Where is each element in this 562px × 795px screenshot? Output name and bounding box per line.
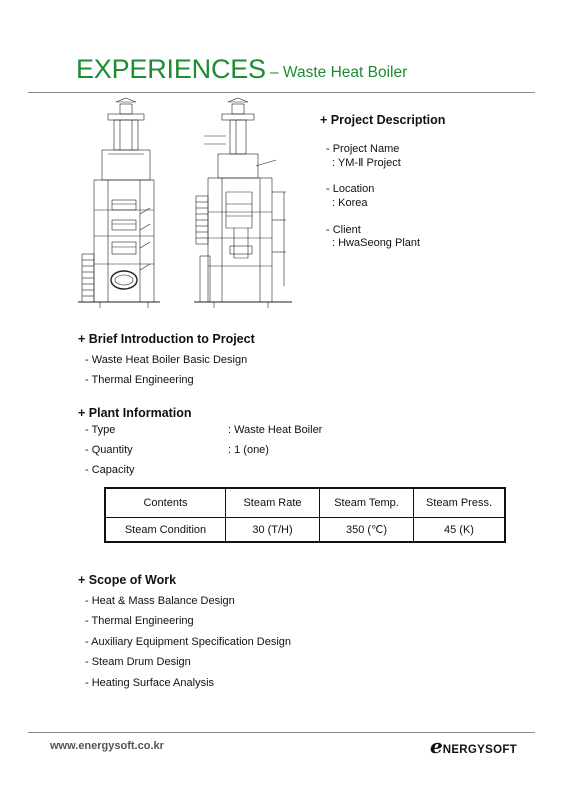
- logo-wordmark: NERGYSOFT: [442, 744, 517, 756]
- brief-intro-item: - Thermal Engineering: [85, 374, 194, 386]
- table-row: [106, 518, 504, 541]
- plant-capacity-label: - Capacity: [85, 464, 135, 476]
- capacity-table: [104, 487, 506, 543]
- client-label: - Client: [326, 224, 361, 236]
- table-header-cell: Steam Press.: [413, 489, 504, 517]
- client-value: : HwaSeong Plant: [332, 237, 421, 249]
- header-divider: [28, 92, 535, 93]
- table-header-cell: Steam Temp.: [319, 489, 413, 517]
- scope-item: - Heat & Mass Balance Design: [85, 595, 235, 607]
- table-header-row: [106, 489, 504, 517]
- scope-item: - Thermal Engineering: [85, 615, 194, 627]
- plant-info-heading: + Plant Information: [78, 406, 192, 420]
- table-cell: Steam Condition: [124, 523, 207, 536]
- plant-quantity-label: - Quantity: [85, 444, 133, 456]
- company-logo: [430, 734, 517, 758]
- project-name-value: : YM-Ⅱ Project: [332, 157, 401, 169]
- page-title: EXPERIENCES: [76, 54, 266, 84]
- boiler-elevation-drawing-icon: [78, 96, 300, 314]
- table-cell: 45 (K): [413, 518, 504, 541]
- brief-intro-heading: + Brief Introduction to Project: [78, 332, 255, 346]
- project-name-label: - Project Name: [326, 143, 400, 155]
- location-value: : Korea: [332, 197, 368, 209]
- brief-intro-item: - Waste Heat Boiler Basic Design: [85, 354, 248, 366]
- table-cell: 350 (℃): [319, 518, 413, 541]
- footer-website-link[interactable]: www.energysoft.co.kr: [50, 740, 164, 752]
- footer-divider: [28, 732, 535, 733]
- location-label: - Location: [326, 183, 375, 195]
- scope-of-work-heading: + Scope of Work: [78, 573, 177, 587]
- plant-quantity-value: : 1 (one): [228, 444, 269, 456]
- scope-item: - Auxiliary Equipment Specification Design: [85, 636, 292, 648]
- page-subtitle: – Waste Heat Boiler: [270, 64, 408, 81]
- project-description-heading: + Project Description: [320, 113, 446, 127]
- logo-initial: e: [430, 734, 443, 758]
- plant-type-label: - Type: [85, 424, 116, 436]
- table-header-cell: Steam Rate: [225, 489, 319, 517]
- scope-item: - Heating Surface Analysis: [85, 677, 215, 689]
- table-cell: 30 (T/H): [225, 518, 319, 541]
- plant-type-value: : Waste Heat Boiler: [228, 424, 323, 436]
- table-header-cell: Contents: [143, 497, 188, 509]
- scope-item: - Steam Drum Design: [85, 656, 191, 668]
